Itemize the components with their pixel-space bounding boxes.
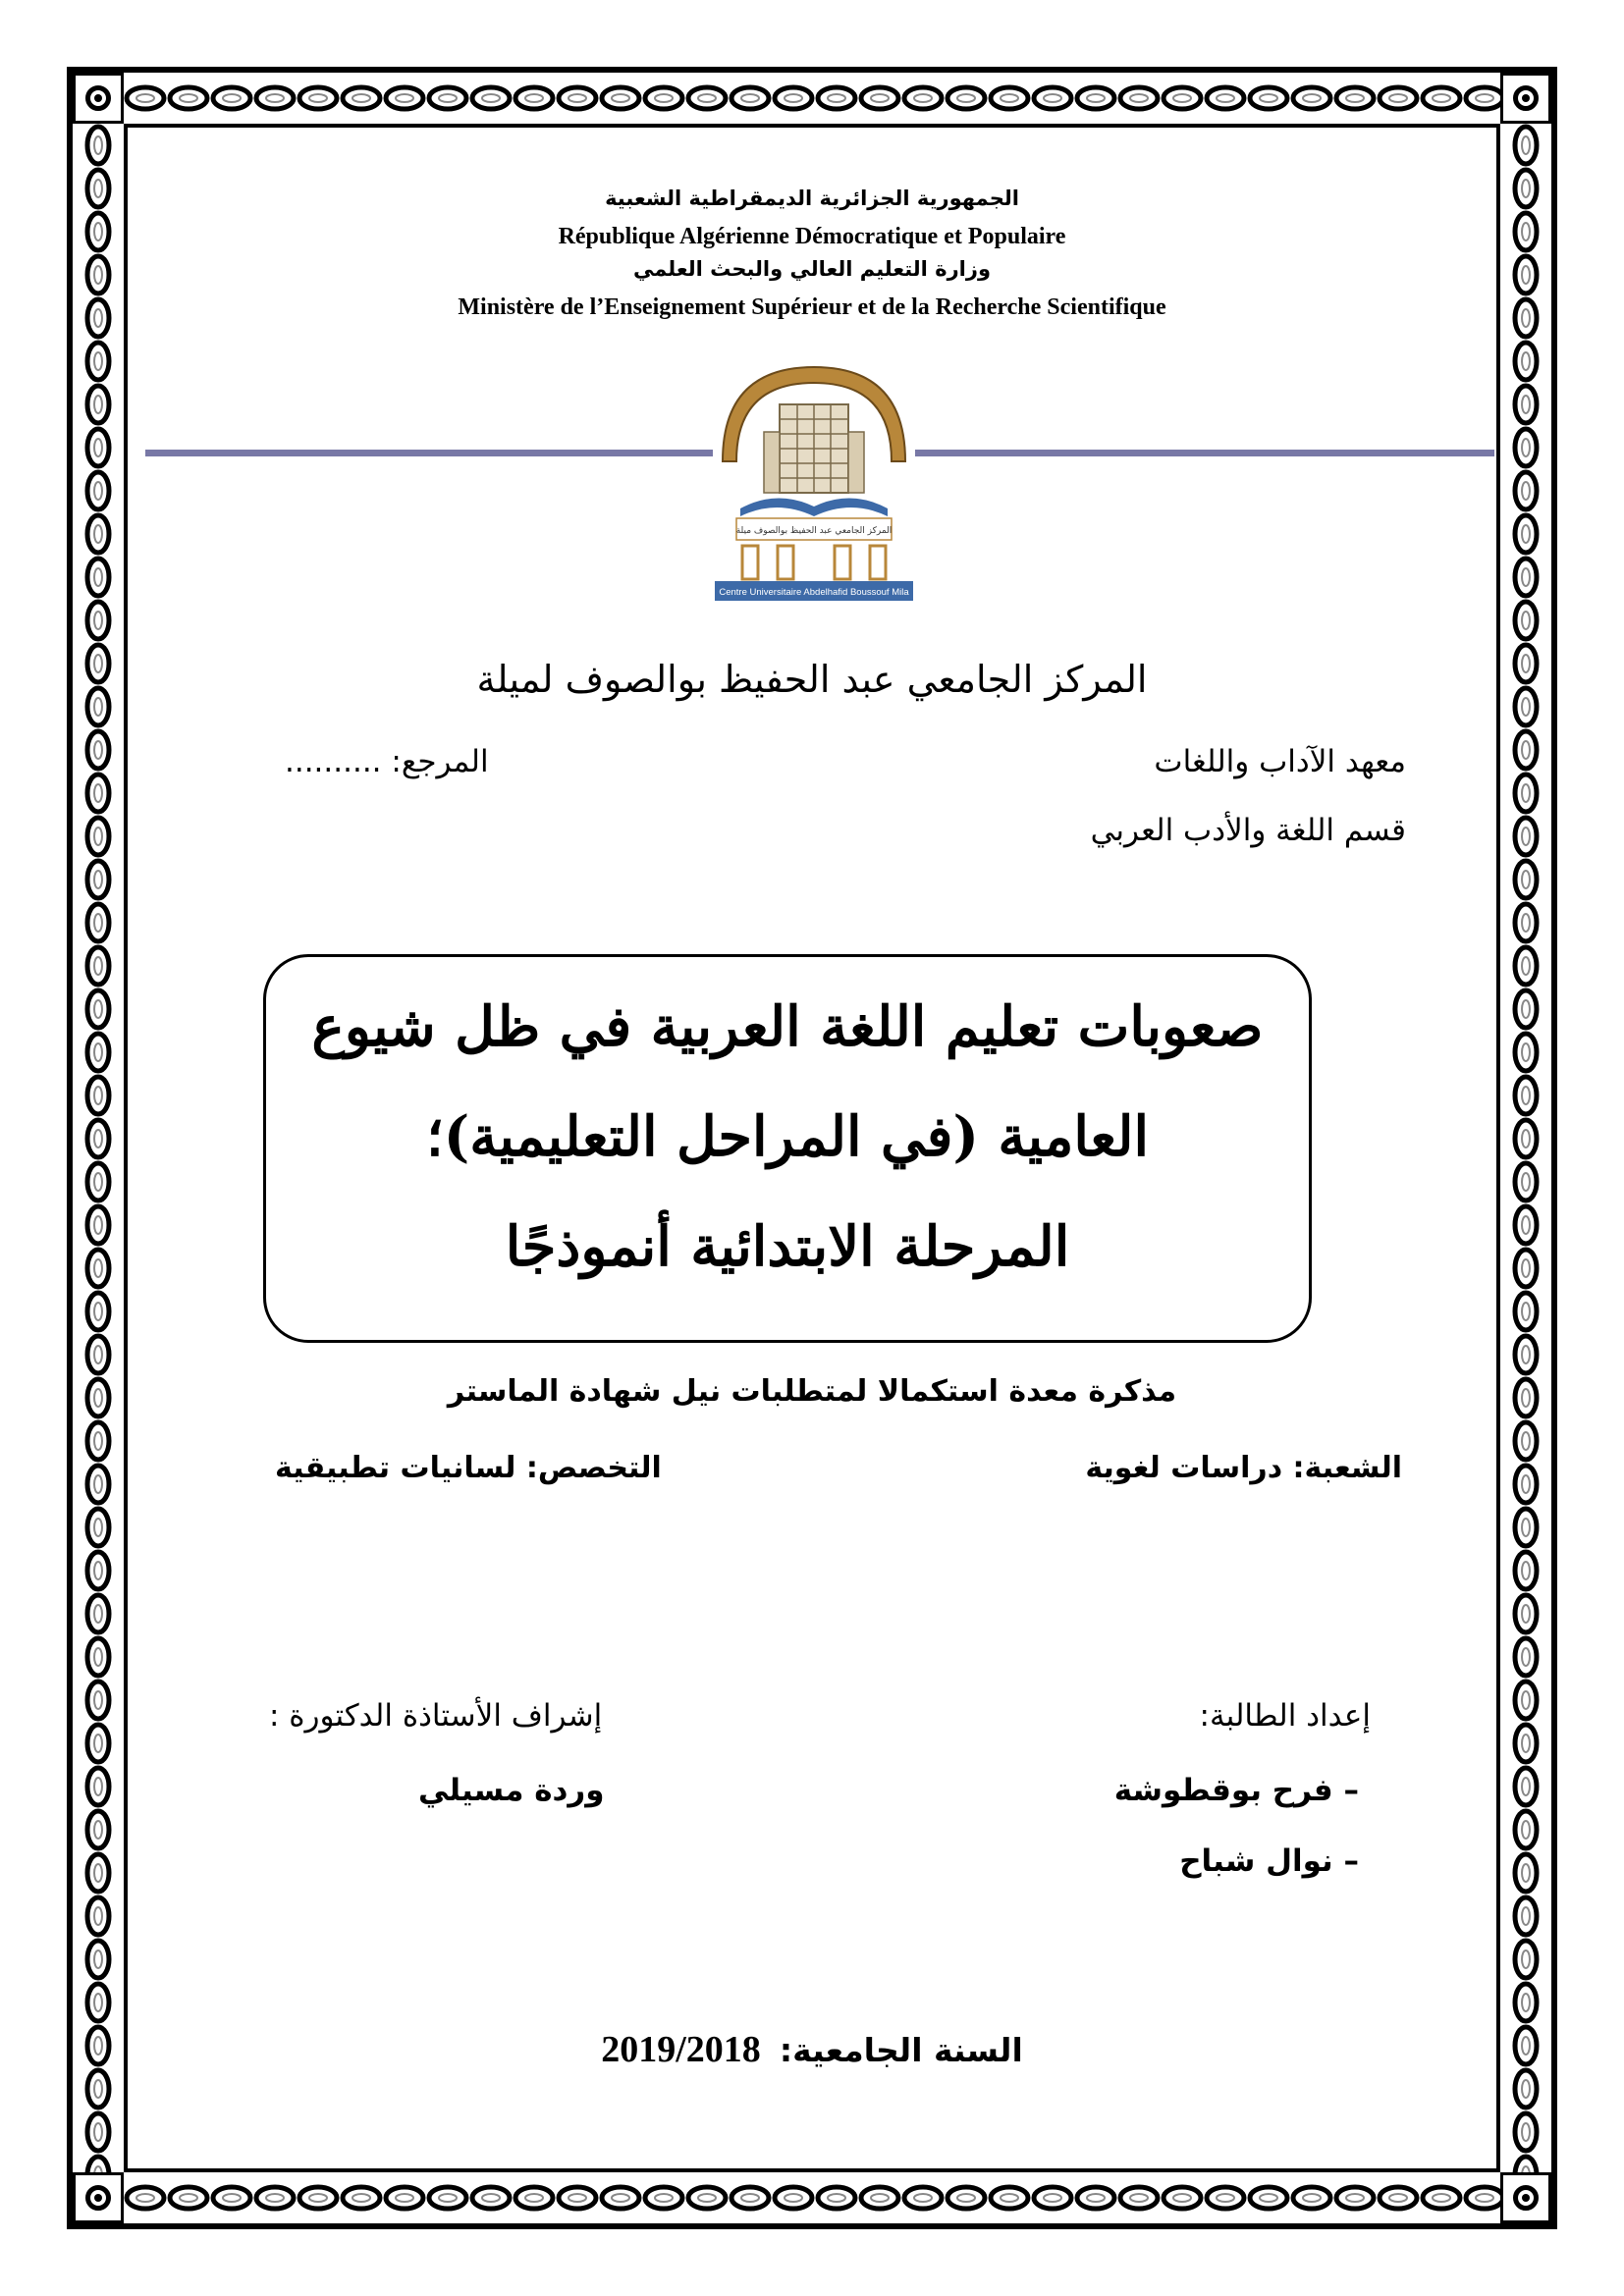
thesis-title-line-1: صعوبات تعليم اللغة العربية في ظل شيوع [311, 994, 1264, 1059]
memo-statement: مذكرة معدة استكمالا لمتطلبات نيل شهادة الماستر [447, 1374, 1177, 1409]
republic-ar: الجمهورية الجزائرية الديمقراطية الشعبية [605, 187, 1019, 210]
border-chain-right [1500, 124, 1551, 2172]
ministry-fr: Ministère de l’Enseignement Supérieur et de la Recherche Scientifique [458, 294, 1166, 320]
supervisor-label: إشراف الأستاذة الدكتورة : [269, 1698, 603, 1734]
student-name: – نوال شباح [1179, 1843, 1359, 1879]
student-name: – فرح بوقطوشة [1113, 1773, 1359, 1808]
republic-fr: République Algérienne Démocratique et Populaire [558, 224, 1066, 249]
academic-year-value: 2019/2018 [601, 2029, 761, 2070]
branch-label: الشعبة: دراسات لغوية [1085, 1451, 1402, 1485]
thesis-title-line-3: المرحلة الابتدائية أنموذجًا [505, 1214, 1070, 1279]
academic-year [0, 2028, 1624, 2071]
specialty-label: التخصص: لسانيات تطبيقية [275, 1451, 662, 1485]
ministry-ar: وزارة التعليم العالي والبحث العلمي [632, 257, 992, 281]
logo-caption-fr: Centre Universitaire Abdelhafid Boussouf Mila [719, 587, 909, 598]
corner-ornament-icon [73, 2172, 124, 2223]
corner-ornament-icon [73, 73, 124, 124]
academic-year-label: السنة الجامعية: [779, 2031, 1023, 2069]
thesis-title-box [263, 954, 1312, 1343]
institution-name: المركز الجامعي عبد الحفيظ بوالصوف لميلة [476, 658, 1148, 701]
corner-ornament-icon [1500, 2172, 1551, 2223]
department-name: قسم اللغة والأدب العربي [1090, 813, 1406, 848]
border-chain-top [124, 73, 1500, 124]
university-logo [713, 353, 915, 607]
institute-name: معهد الآداب واللغات [1154, 744, 1406, 779]
border-chain-left [73, 124, 124, 2172]
thesis-title-line-2: العامية (في المراحل التعليمية)؛ [425, 1104, 1150, 1169]
supervisor-name: وردة مسيلي [418, 1773, 605, 1808]
prepared-by-label: إعداد الطالبة: [1199, 1698, 1371, 1734]
border-chain-bottom [124, 2172, 1500, 2223]
reference-field: المرجع: .......... [285, 744, 489, 779]
corner-ornament-icon [1500, 73, 1551, 124]
logo-caption-ar: المركز الجامعي عبد الحفيظ بوالصوف ميلة [735, 526, 893, 536]
